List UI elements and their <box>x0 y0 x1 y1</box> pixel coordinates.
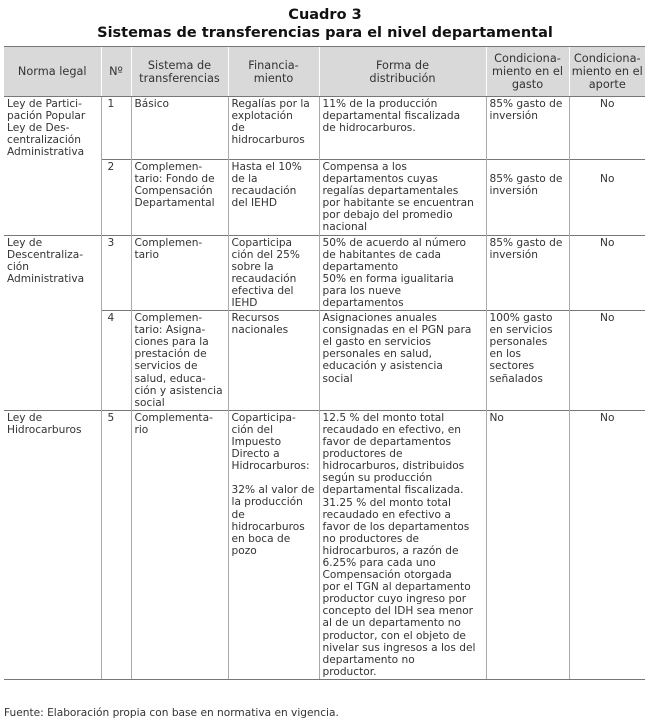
norma-cell: Ley de Hidrocarburos <box>4 410 101 679</box>
number-cell: 3 <box>101 235 131 311</box>
sistema-cell: Básico <box>131 97 228 160</box>
header-norma-legal: Norma legal <box>4 47 101 97</box>
cond-gasto-cell: 100% gasto en servicios personales en los sectores señalados <box>486 311 569 411</box>
forma-cell: 12.5 % del monto total recaudado en efectivo, en favor de departamentos productores de hidrocarburos, distribuidos según su producción departamental fiscalizada. 31.25 % del monto total recaudado en efectivo a favor de los departamentos no productores de hidrocarburos, a razón de 6.25% para cada uno Compensación otorgada por el TGN al departamento productor cuyo ingreso por concepto del IDH sea menor al de un departamento no productor, con el objeto de nivelar sus ingresos a los del departamento no productor. <box>319 410 486 679</box>
cond-aporte-cell: No <box>569 97 645 160</box>
forma-cell: Asignaciones anuales consignadas en el PGN para el gasto en servicios personales en salud, educación y asistencia social <box>319 311 486 411</box>
header-condicionamiento-gasto: Condiciona- miento en el gasto <box>486 47 569 97</box>
header-number: Nº <box>101 47 131 97</box>
cond-gasto-cell: 85% gasto de inversión <box>486 159 569 235</box>
financiamiento-cell: Hasta el 10% de la recaudación del IEHD <box>228 159 319 235</box>
table-title: Cuadro 3 <box>288 7 362 23</box>
transfers-table <box>4 46 645 680</box>
norma-cell <box>4 159 101 235</box>
number-cell: 5 <box>101 410 131 679</box>
norma-cell: Ley de Partici- pación Popular Ley de Des- centralización Administrativa <box>4 97 101 160</box>
financiamiento-cell: Coparticipa- ción del Impuesto Directo a Hidrocarburos: 32% al valor de la producción de hidrocarburos en boca de pozo <box>228 410 319 679</box>
number-cell: 4 <box>101 311 131 411</box>
header-row <box>4 47 645 97</box>
cond-gasto-cell: 85% gasto de inversión <box>486 97 569 160</box>
source-note: Fuente: Elaboración propia con base en normativa en vigencia. <box>4 707 339 719</box>
table-row <box>4 159 645 235</box>
cond-aporte-cell: No <box>569 235 645 311</box>
cond-aporte-cell: No <box>569 311 645 411</box>
norma-cell <box>4 311 101 411</box>
table-row <box>4 410 645 679</box>
financiamiento-cell: Coparticipa ción del 25% sobre la recaudación efectiva del IEHD <box>228 235 319 311</box>
header-financiamiento: Financia- miento <box>228 47 319 97</box>
forma-cell: Compensa a los departamentos cuyas regalías departamentales por habitante se encuentran por debajo del promedio nacional <box>319 159 486 235</box>
cond-aporte-cell: No <box>569 410 645 679</box>
header-forma-distribucion: Forma de distribución <box>319 47 486 97</box>
table-row <box>4 97 645 160</box>
header-condicionamiento-aporte: Condiciona- miento en el aporte <box>569 47 645 97</box>
norma-cell: Ley de Descentraliza- ción Administrativa <box>4 235 101 311</box>
cond-aporte-cell: No <box>569 159 645 235</box>
sistema-cell: Complementa- rio <box>131 410 228 679</box>
cond-gasto-cell: 85% gasto de inversión <box>486 235 569 311</box>
table-subtitle: Sistemas de transferencias para el nivel departamental <box>97 25 553 41</box>
number-cell: 2 <box>101 159 131 235</box>
sistema-cell: Complemen- tario <box>131 235 228 311</box>
forma-cell: 11% de la producción departamental fiscalizada de hidrocarburos. <box>319 97 486 160</box>
table-row <box>4 235 645 311</box>
header-sistema: Sistema de transferencias <box>131 47 228 97</box>
sistema-cell: Complemen- tario: Fondo de Compensación Departamental <box>131 159 228 235</box>
table-row <box>4 311 645 411</box>
financiamiento-cell: Regalías por la explotación de hidrocarburos <box>228 97 319 160</box>
sistema-cell: Complemen- tario: Asigna- ciones para la prestación de servicios de salud, educa- ción y asistencia social <box>131 311 228 411</box>
forma-cell: 50% de acuerdo al número de habitantes de cada departamento 50% en forma igualitaria para los nueve departamentos <box>319 235 486 311</box>
cond-gasto-cell: No <box>486 410 569 679</box>
financiamiento-cell: Recursos nacionales <box>228 311 319 411</box>
table-caption <box>0 6 650 42</box>
number-cell: 1 <box>101 97 131 160</box>
